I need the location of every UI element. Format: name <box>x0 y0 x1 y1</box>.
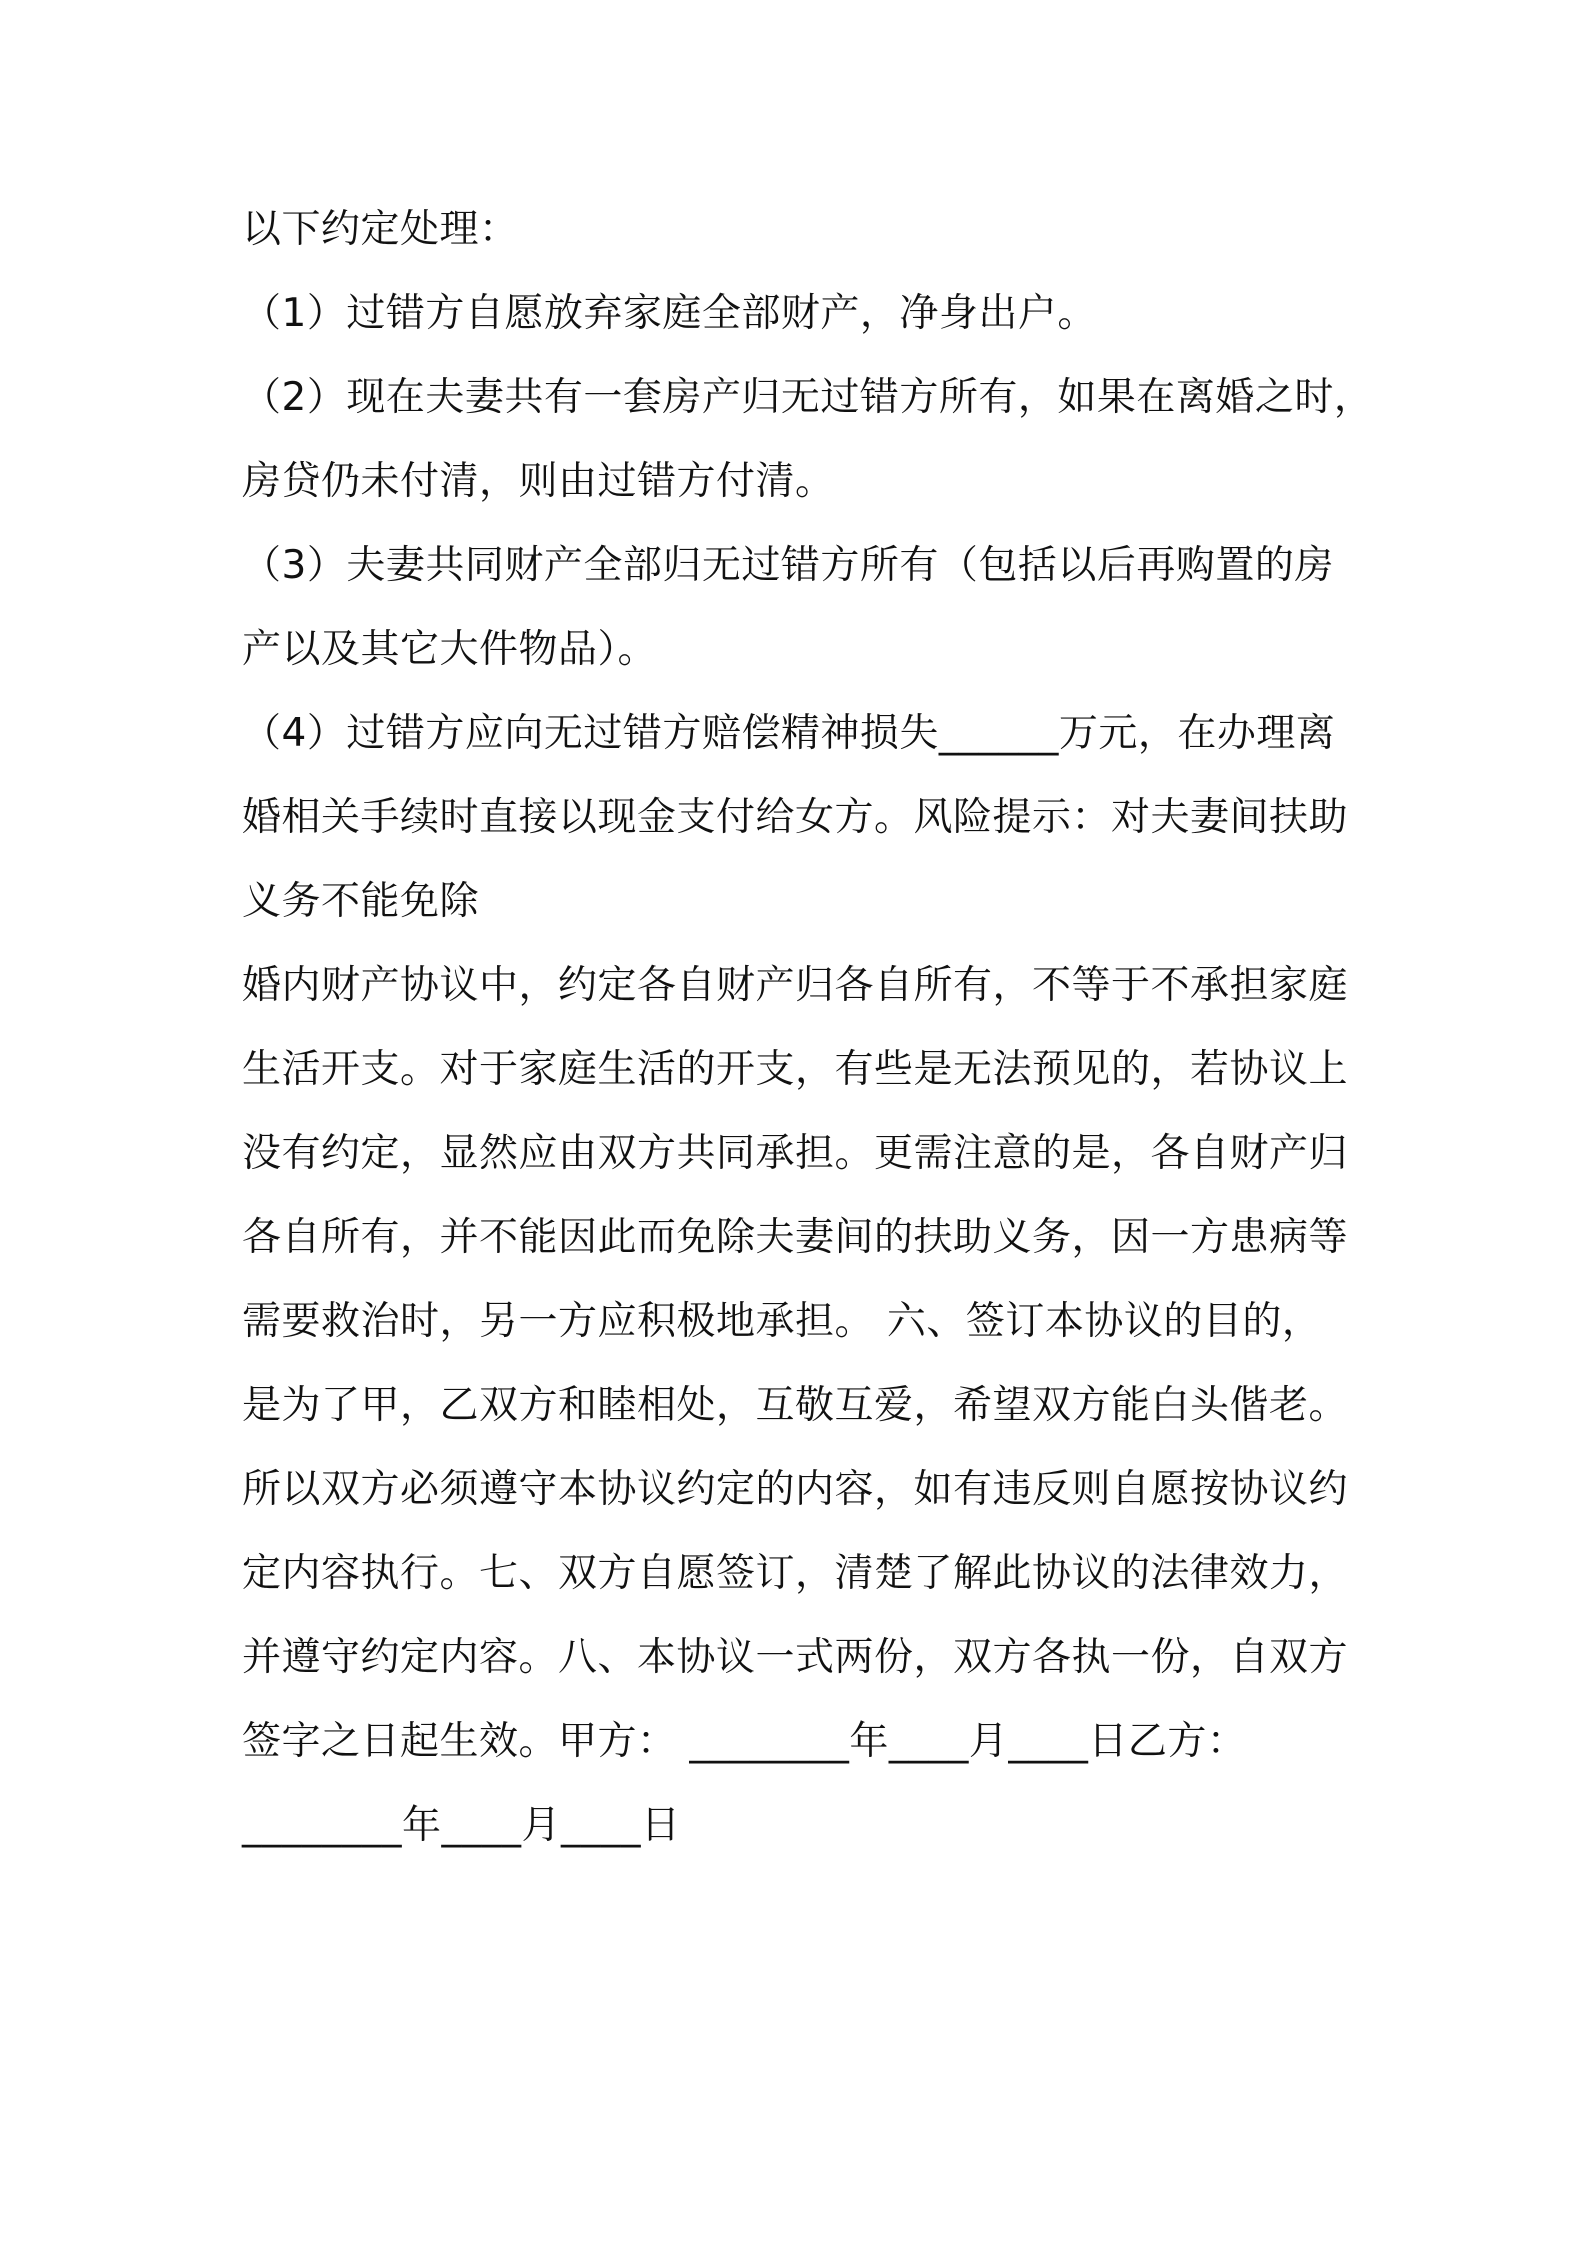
text-line: （3）夫妻共同财产全部归无过错方所有（包括以后再购置的房 <box>242 543 1334 588</box>
text-line: （1）过错方自愿放弃家庭全部财产，净身出户。 <box>242 291 1097 336</box>
text-line: 婚内财产协议中，约定各自财产归各自所有，不等于不承担家庭 <box>242 963 1349 1008</box>
text-line: 各自所有，并不能因此而免除夫妻间的扶助义务，因一方患病等 <box>242 1215 1349 1260</box>
text-line: 定内容执行。七、双方自愿签订，清楚了解此协议的法律效力， <box>242 1551 1349 1596</box>
text-line: 是为了甲，乙双方和睦相处，互敬互爱，希望双方能白头偕老。 <box>242 1383 1349 1428</box>
text-line: 所以双方必须遵守本协议约定的内容，如有违反则自愿按协议约 <box>242 1467 1349 1512</box>
text-line: 生活开支。对于家庭生活的开支，有些是无法预见的，若协议上 <box>242 1047 1349 1092</box>
text-line: 产以及其它大件物品）。 <box>242 627 658 672</box>
text-line: 没有约定，显然应由双方共同承担。更需注意的是，各自财产归 <box>242 1131 1349 1176</box>
text-line: （4）过错方应向无过错方赔偿精神损失______万元，在办理离 <box>242 711 1336 756</box>
signature-line: ________年____月____日 <box>242 1803 681 1848</box>
text-line: 婚相关手续时直接以现金支付给女方。风险提示：对夫妻间扶助 <box>242 795 1349 840</box>
text-line: 房贷仍未付清，则由过错方付清。 <box>242 459 835 504</box>
text-line: 并遵守约定内容。八、本协议一式两份，双方各执一份，自双方 <box>242 1635 1349 1680</box>
text-line: 需要救治时，另一方应积极地承担。 六、签订本协议的目的， <box>242 1299 1322 1344</box>
text-line: 以下约定处理： <box>242 207 519 252</box>
text-line: 义务不能免除 <box>242 879 480 924</box>
text-line: （2）现在夫妻共有一套房产归无过错方所有，如果在离婚之时， <box>242 375 1374 420</box>
signature-line: 签字之日起生效。甲方： ________年____月____日乙方： <box>242 1719 1247 1764</box>
